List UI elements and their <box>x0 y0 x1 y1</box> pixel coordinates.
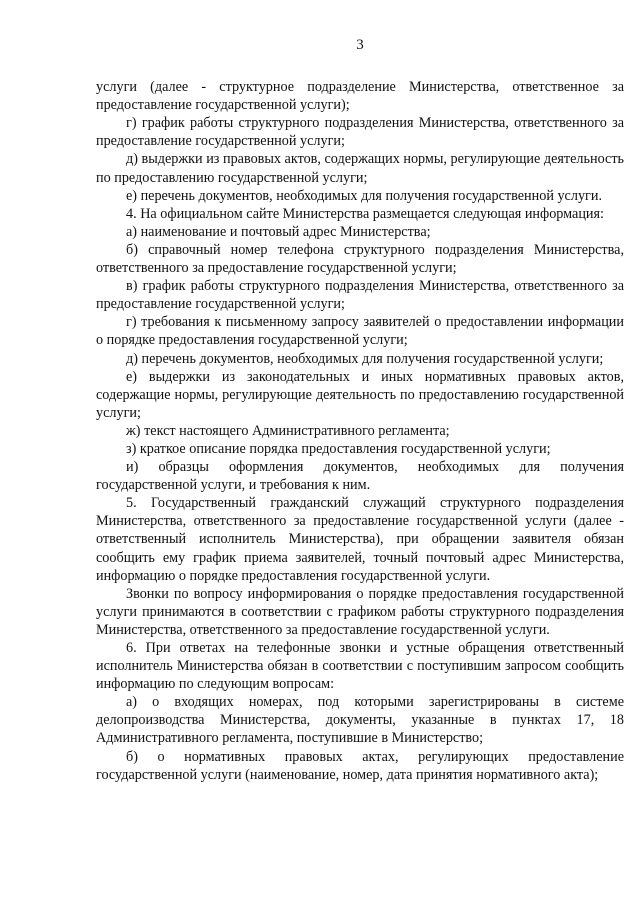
paragraph: ж) текст настоящего Административного регламента; <box>126 422 450 439</box>
paragraph: г) требования к письменному запросу заявителей о предоставлении информации о порядке предоставления государственной услуги; <box>96 314 624 349</box>
paragraph: в) график работы структурного подразделения Министерства, ответственного за предоставление государственной услуги; <box>96 278 624 313</box>
paragraph: д) выдержки из правовых актов, содержащих нормы, регулирующие деятельность по предоставлению государственной услуги; <box>96 151 624 186</box>
document-body <box>96 78 624 784</box>
paragraph: г) график работы структурного подразделения Министерства, ответственного за предоставление государственной услуги; <box>96 115 624 150</box>
paragraph: з) краткое описание порядка предоставления государственной услуги; <box>126 440 551 457</box>
paragraph: 5. Государственный гражданский служащий структурного подразделения Министерства, ответственного за предоставление государственной услуги (далее - ответственный исполнитель Министерства), при обращении заявителя обязан сообщить ему график приема заявителей, точный почтовый адрес Министерства, информацию о порядке предоставления государственной услуги. <box>96 495 624 584</box>
paragraph: и) образцы оформления документов, необходимых для получения государственной услуги, и требования к ним. <box>96 459 624 494</box>
paragraph: услуги (далее - структурное подразделение Министерства, ответственное за предоставление государственной услуги); <box>96 79 624 114</box>
paragraph: б) справочный номер телефона структурного подразделения Министерства, ответственного за предоставление государственной услуги; <box>96 241 624 277</box>
paragraph: а) наименование и почтовый адрес Министерства; <box>126 223 431 240</box>
document-page <box>96 36 624 784</box>
page-number: 3 <box>356 37 364 53</box>
paragraph: д) перечень документов, необходимых для получения государственной услуги; <box>126 350 604 367</box>
paragraph: а) о входящих номерах, под которыми зарегистрированы в системе делопроизводства Министерства, документы, указанные в пунктах 17, 18 Административного регламента, поступившие в Министерство; <box>96 694 624 747</box>
paragraph: 4. На официальном сайте Министерства размещается следующая информация: <box>126 205 604 222</box>
paragraph: е) перечень документов, необходимых для получения государственной услуги. <box>126 187 602 204</box>
paragraph: 6. При ответах на телефонные звонки и устные обращения ответственный исполнитель Министерства обязан в соответствии с поступившим запросом сообщить информацию по следующим вопросам: <box>96 640 624 693</box>
paragraph: Звонки по вопросу информирования о порядке предоставления государственной услуги принимаются в соответствии с графиком работы структурного подразделения Министерства, ответственного за предоставление государственной услуги. <box>96 585 624 638</box>
paragraph: б) о нормативных правовых актах, регулирующих предоставление государственной услуги (наименование, номер, дата принятия нормативного акта); <box>96 748 624 783</box>
paragraph: е) выдержки из законодательных и иных нормативных правовых актов, содержащие нормы, регулирующие деятельность по предоставлению государственной услуги; <box>96 368 624 421</box>
